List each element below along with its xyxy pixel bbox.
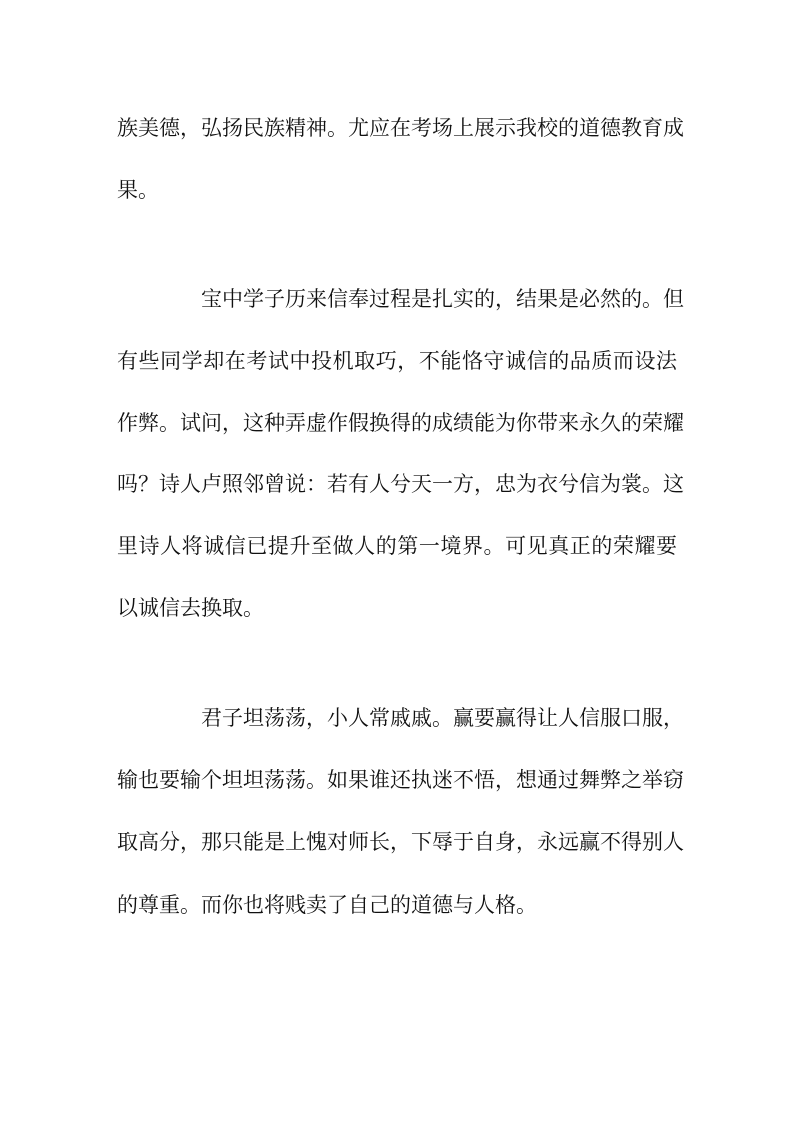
paragraph-2-line-2: 有些同学却在考试中投机取巧，不能恪守诚信的品质而设法 <box>117 349 677 373</box>
paragraph-3-line-4: 的尊重。而你也将贱卖了自己的道德与人格。 <box>117 893 537 917</box>
paragraph-1-line-2: 果。 <box>117 178 159 202</box>
paragraph-2-line-5: 里诗人将诚信已提升至做人的第一境界。可见真正的荣耀要 <box>117 534 677 558</box>
paragraph-1-line-1: 族美德，弘扬民族精神。尤应在考场上展示我校的道德教育成 <box>117 116 684 140</box>
paragraph-2-line-6: 以诚信去换取。 <box>117 596 264 620</box>
paragraph-3-line-1: 君子坦荡荡，小人常戚戚。赢要赢得让人信服口服， <box>201 706 684 730</box>
paragraph-2-line-3: 作弊。试问，这种弄虚作假换得的成绩能为你带来永久的荣耀 <box>117 411 684 435</box>
paragraph-2-line-4: 吗？诗人卢照邻曾说：若有人兮天一方，忠为衣兮信为裳。这 <box>117 472 684 496</box>
paragraph-3-line-2: 输也要输个坦坦荡荡。如果谁还执迷不悟，想通过舞弊之举窃 <box>117 768 684 792</box>
paragraph-3-line-3: 取高分，那只能是上愧对师长，下辱于自身，永远赢不得别人 <box>117 830 684 854</box>
paragraph-2-line-1: 宝中学子历来信奉过程是扎实的，结果是必然的。但 <box>201 287 684 311</box>
